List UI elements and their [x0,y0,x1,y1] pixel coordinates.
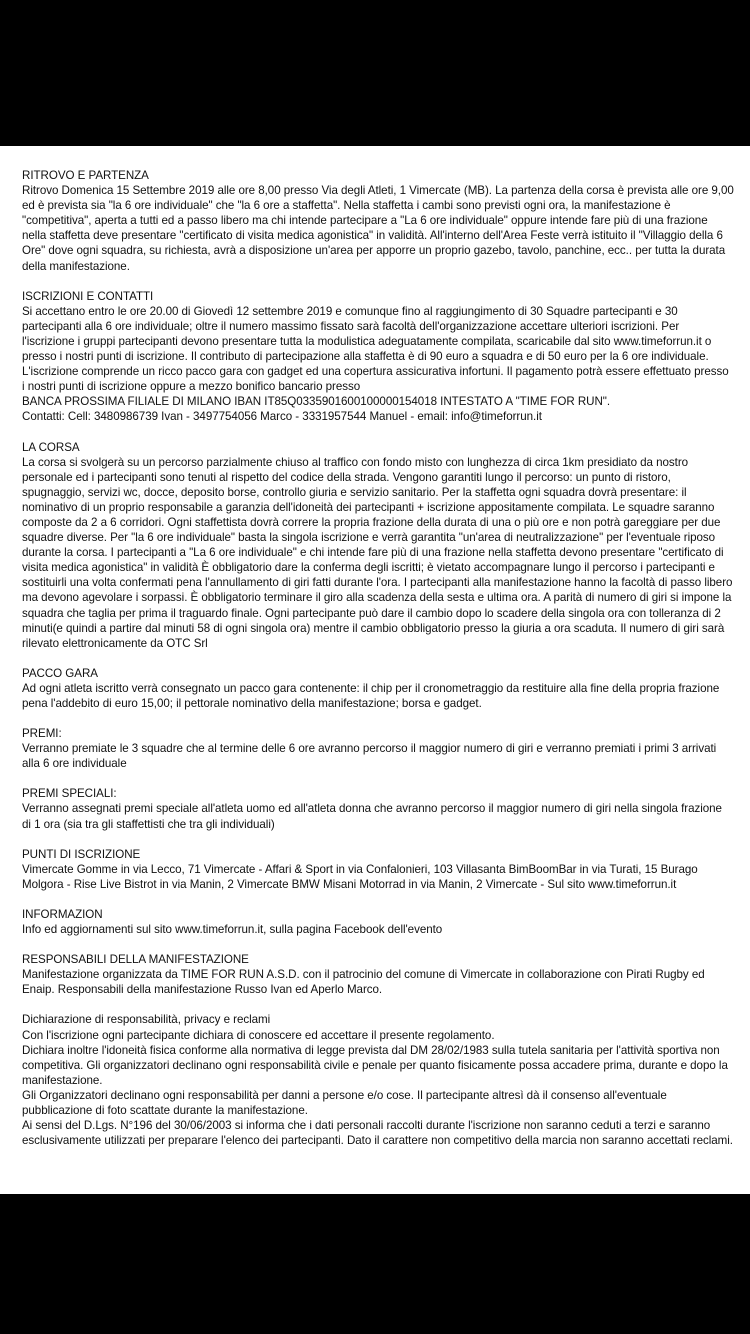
section-dichiarazione [22,1012,734,1148]
section-premi-speciali [22,786,734,831]
section-heading: RESPONSABILI DELLA MANIFESTAZIONE [22,953,249,967]
section-heading: ISCRIZIONI E CONTATTI [22,289,154,303]
section-paragraph: Ritrovo Domenica 15 Settembre 2019 alle ore 8,00 presso Via degli Atleti, 1 Vimercate (MB). La partenza della corsa è prevista alle ore 9,00 ed è prevista sia "la 6 ore individuale" che "la 6 ore a staffetta". Nella staffetta i cambi sono previsti ogni ora, la manifestazione è "competitiva", aperta a tutti ed a passo libero ma chi intende partecipare a "La 6 ore individuale" oppure intende fare più di una frazione nella staffetta deve presentare "certificato di visita medica agonistica" in validità. All'interno dell'Area Feste verrà istituito il "Villaggio della 6 Ore" dove ogni squadra, su richiesta, avrà a disposizione un'area per apporre un proprio gazebo, tavolo, panchine, ecc.. per tutta la durata della manifestazione. [22,184,734,273]
section-paragraph: Si accettano entro le ore 20.00 di Giovedì 12 settembre 2019 e comunque fino al raggiungimento di 30 Squadre partecipanti e 30 partecipanti alla 6 ore individuale; oltre il numero massimo fissato sarà facoltà dell'organizzazione accettare ulteriori iscrizioni. Per l'iscrizione i gruppi partecipanti devono presentare tutta la modulistica adeguatamente compilata, scaricabile dal sito www.timeforrun.it o presso i nostri punti di iscrizione. Il contributo di partecipazione alla staffetta è di 90 euro a squadra e di 50 euro per la 6 ore individuale. L'iscrizione comprende un ricco pacco gara con gadget ed una copertura assicurativa infortuni. Il pagamento potrà essere effettuato presso i nostri punti di iscrizione oppure a mezzo bonifico bancario presso [22,304,729,394]
section-paragraph: Ad ogni atleta iscritto verrà consegnato un pacco gara contenente: il chip per il cronometraggio da restituire alla fine della propria frazione pena l'addebito di euro 15,00; il pettorale nominativo della manifestazione; borsa e gadget. [22,681,720,710]
regulation-document [0,146,750,1194]
section-iscrizioni [22,289,734,425]
bank-details: BANCA PROSSIMA FILIALE DI MILANO IBAN IT85Q0335901600100000154018 INTESTATO A "TIME FOR RUN". [22,395,611,409]
section-heading: INFORMAZION [22,907,103,921]
section-heading: PREMI SPECIALI: [22,787,117,801]
section-paragraph: Manifestazione organizzata da TIME FOR RUN A.S.D. con il patrocinio del comune di Vimercate in collaborazione con Pirati Rugby ed Enaip. Responsabili della manifestazione Russo Ivan ed Aperlo Marco. [22,968,705,997]
section-paragraph: Con l'iscrizione ogni partecipante dichiara di conoscere ed accettare il presente regolamento. [22,1028,495,1042]
section-paragraph: Info ed aggiornamenti sul sito www.timeforrun.it, sulla pagina Facebook dell'evento [22,923,443,937]
section-heading: PUNTI DI ISCRIZIONE [22,847,141,861]
section-heading: LA CORSA [22,440,80,454]
section-pacco-gara [22,666,734,711]
section-paragraph: Verranno premiate le 3 squadre che al termine delle 6 ore avranno percorso il maggior numero di giri e verranno premiati i primi 3 arrivati alla 6 ore individuale [22,742,717,771]
section-responsabili [22,952,734,997]
section-paragraph: La corsa si svolgerà su un percorso parzialmente chiuso al traffico con fondo misto con lunghezza di circa 1km presidiato da nostro personale ed i partecipanti sono tenuti al rispetto del codice della strada. Vengono garantiti lungo il percorso: un punto di ristoro, spugnaggio, servizi wc, docce, deposito borse, controllo giuria e servizio sanitario. Per la staffetta ogni squadra dovrà presentare: il nominativo di un proprio responsabile a garanzia dell'idoneità dei partecipanti + iscrizione appositamente compilata. Le squadre saranno composte da 2 a 6 corridori. Ogni staffettista dovrà correre la propria frazione della durata di una o più ore e non potrà gareggiare per due squadre diverse. Per "la 6 ore individuale" basta la singola iscrizione e verrà garantita "un'area di neutralizzazione" per l'eventuale riposo durante la corsa. I partecipanti a "La 6 ore individuale" e chi intende fare più di una frazione nella staffetta devono presentare "certificato di visita medica agonistica" in validità È obbligatorio dare la conferma degli iscritti; è vietato accompagnare lungo il percorso i partecipanti e sostituirli una volta confermati pena l'annullamento di giri fatti durante l'ora. I partecipanti alla manifestazione hanno la facoltà di passo libero ma devono agevolare i sorpassi. È obbligatorio terminare il giro alla scadenza della sesta e ultima ora. A parità di numero di giri si impone la squadra che taglia per prima il traguardo finale. Ogni partecipante può dare il cambio dopo lo scadere della singola ora con tolleranza di 2 minuti(e quindi a partire dal minuti 58 di ogni singola ora) mentre il cambio obbligatorio presso la giuria a ora scaduta. Il numero di giri sarà rilevato elettronicamente da OTC Srl [22,455,733,650]
section-heading: PREMI: [22,727,62,741]
contacts-line: Contatti: Cell: 3480986739 Ivan - 3497754056 Marco - 3331957544 Manuel - email: info@timeforrun.it [22,410,542,424]
section-la-corsa [22,440,734,651]
section-heading: Dichiarazione di responsabilità, privacy e reclami [22,1013,271,1027]
section-informazioni [22,907,734,937]
section-paragraph: Vimercate Gomme in via Lecco, 71 Vimercate - Affari & Sport in via Confalonieri, 103 Villasanta BimBoomBar in via Turati, 15 Burago Molgora - Rise Live Bistrot in via Manin, 2 Vimercate BMW Misani Motorrad in via Manin, 2 Vimercate - Sul sito www.timeforrun.it [22,862,698,891]
section-heading: RITROVO E PARTENZA [22,169,149,182]
section-paragraph: Ai sensi del D.Lgs. N°196 del 30/06/2003 si informa che i dati personali raccolti durante l'iscrizione non saranno ceduti a terzi e saranno esclusivamente utilizzati per preparare l'elenco dei partecipanti. Dato il carattere non competitivo della marcia non saranno accettati reclami. [22,1119,733,1148]
section-premi [22,726,734,771]
section-paragraph: Gli Organizzatori declinano ogni responsabilità per danni a persone e/o cose. Il partecipante altresì dà il consenso all'eventuale pubblicazione di foto scattate durante la manifestazione. [22,1088,667,1117]
section-ritrovo [22,168,734,274]
section-punti-iscrizione [22,847,734,892]
section-heading: PACCO GARA [22,666,98,680]
section-paragraph: Verranno assegnati premi speciale all'atleta uomo ed all'atleta donna che avranno percorso il maggior numero di giri nella singola frazione di 1 ora (sia tra gli staffettisti che tra gli individuali) [22,802,722,831]
section-paragraph: Dichiara inoltre l'idoneità fisica conforme alla normativa di legge prevista dal DM 28/02/1983 sulla tutela sanitaria per l'attività sportiva non competitiva. Gli organizzatori declinano ogni responsabilità civile e penale per quanto fisicamente possa accadere prima, durante e dopo la manifestazione. [22,1043,728,1087]
